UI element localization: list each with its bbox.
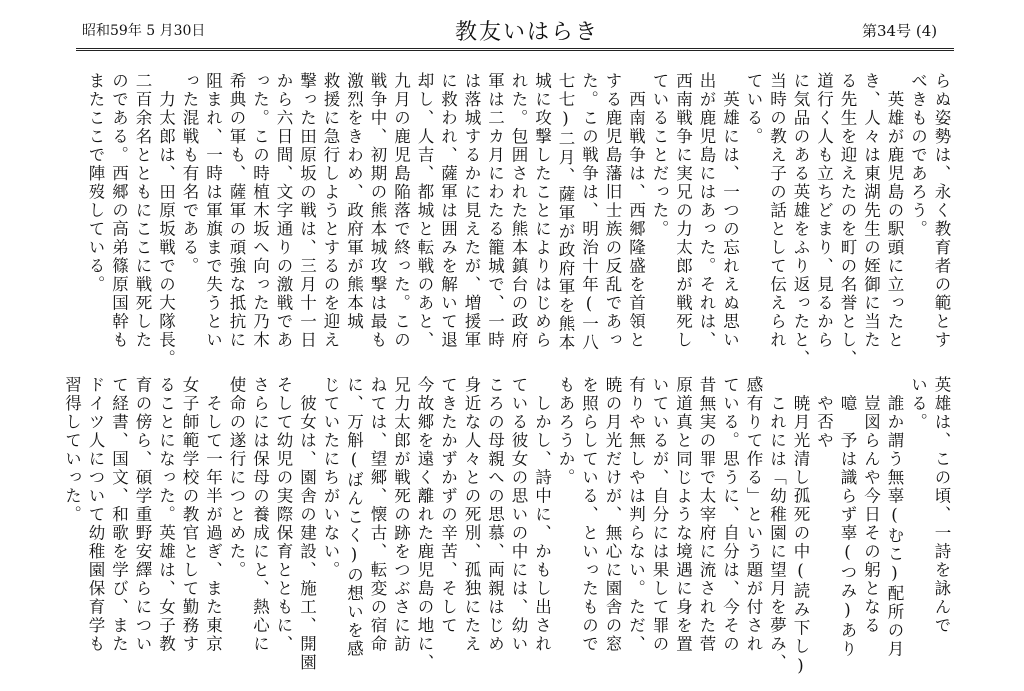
text-column: 習得していった。 [62, 376, 82, 524]
text-column: 英雄は、この頃、一詩を詠んで [932, 376, 951, 635]
text-column: 誰か謂う無辜(むこ)配所の月 [885, 376, 904, 659]
text-column: のである。西郷の高弟篠原国幹も [109, 72, 129, 350]
text-column: 暁の月光だけが、無心に園舎の窓 [603, 376, 622, 654]
text-column: 九月の鹿児島陥落で終った。この [391, 72, 411, 350]
text-column: 二百余名とともにここに戦死した [133, 72, 152, 350]
newspaper-title: 教友いはらき [455, 20, 600, 45]
text-column: もあろうか。 [556, 376, 575, 487]
text-column: ている。 [744, 72, 763, 146]
text-column: 軍は二カ月にわたる籠城で、一時 [485, 72, 505, 350]
text-column: 西南戦争に実兄の力太郎が戦死し [673, 72, 693, 350]
text-column: 今故郷を遠く離れた鹿児島の地に、 [415, 376, 434, 672]
text-column: 女子師範学校の教官として勤務す [180, 376, 199, 654]
issue-number: 第34号 (4) [862, 22, 938, 40]
text-column: 激烈をきわめ、政府軍が熊本城 [344, 72, 364, 331]
text-column: そして幼児の実際保育とともに、 [274, 376, 293, 654]
text-column: て経書、国文、和歌を学び、また [109, 376, 129, 654]
text-column: 救援に急行しようとするのを迎え [321, 72, 340, 350]
text-column: 彼女は、園舎の建設、施工、開園 [297, 376, 317, 672]
text-column: から六日間、文字通りの激戦であ [274, 72, 293, 350]
text-column: や否や [814, 376, 834, 450]
text-column: そして一年半が過ぎ、また東京 [203, 376, 223, 654]
text-column: てきたかずかずの辛苦、そして [438, 376, 458, 635]
text-column: に、万斛(ばんこく)の想いを感 [344, 376, 364, 659]
text-column: ころの母親への思慕、両親はじめ [485, 376, 505, 654]
text-column: 道行く人も立ちどまり、見るから [814, 72, 834, 350]
text-column: いているが、自分には果して罪の [650, 376, 669, 654]
text-column: を照らしている、といったもので [579, 376, 599, 654]
text-column: じていたにちがいない。 [321, 376, 340, 580]
text-column: 城に攻撃したことによりはじめら [532, 72, 552, 350]
text-column: ねては、望郷、懐古、転変の宿命 [368, 376, 387, 654]
text-column: った。この時植木坂へ向った乃木 [250, 72, 270, 350]
text-column: 昔無実の罪で太宰府に流された菅 [697, 376, 716, 654]
text-column: 七七)二月、薩軍が政府軍を熊本 [556, 72, 575, 352]
text-column: 戦争中、初期の熊本城攻撃は最も [368, 72, 387, 350]
text-column: 西南戦争は、西郷隆盛を首領と [626, 72, 646, 350]
text-column: 豈図らんや今日その躬となる [861, 376, 881, 635]
text-column: ていることだった。 [650, 72, 669, 239]
text-column: 育の傍ら、碩学重野安繹らについ [133, 376, 152, 654]
text-column: る先生を迎えたのを町の名誉とし、 [838, 72, 857, 368]
text-column: さらには保母の養成にと、熱心に [250, 376, 270, 654]
text-column: べきものであろう。 [908, 72, 928, 239]
text-column: 噫 予は識らず辜(つみ)あり [838, 376, 857, 659]
text-column: き、人々は東湖先生の姪御に当た [861, 72, 881, 350]
text-column: 英雄には、一つの忘れえぬ思い [720, 72, 740, 350]
text-column: 出が鹿児島にはあった。それは、 [697, 72, 716, 350]
text-column: これには「幼稚園に望月を夢み、 [767, 376, 787, 672]
text-column: った混戦も有名である。 [180, 72, 199, 276]
text-column: 阻まれ、一時は軍旗まで失うとい [203, 72, 223, 350]
text-column: する鹿児島藩旧士族の反乱であっ [603, 72, 622, 350]
text-column: 英雄が鹿児島の駅頭に立ったと [885, 72, 904, 350]
text-column: ドイツ人について幼稚園保育学も [86, 376, 105, 654]
text-column: 感有りて作る」という題が付され [744, 376, 763, 654]
text-column: に救われ、薩軍は囲みを解いて退 [438, 72, 458, 350]
text-column: 原道真と同じような境遇に身を置 [673, 376, 693, 654]
text-column: 当時の教え子の話として伝えられ [767, 72, 787, 350]
header-rule [76, 48, 954, 51]
text-column: 希典の軍も、薩軍の頑強な抵抗に [227, 72, 246, 350]
text-column: た。この戦争は、明治十年(一八 [579, 72, 599, 352]
text-column: しかし、詩中に、かもし出され [532, 376, 552, 654]
text-column: いる。 [908, 376, 928, 432]
text-column: 身近な人々との死別、孤独にたえ [462, 376, 481, 654]
publication-date: 昭和59年 5 月30日 [82, 23, 206, 39]
article-upper-block [0, 72, 1024, 368]
text-column: またここで陣歿している。 [86, 72, 105, 294]
text-column: 使命の遂行につとめた。 [227, 376, 246, 580]
text-column: れた。包囲された熊本鎮台の政府 [509, 72, 528, 350]
article-lower-block [0, 376, 1024, 676]
text-column: 兄力太郎が戦死の跡をつぶさに訪 [391, 376, 411, 654]
text-column: 却し、人吉、都城と転戦のあと、 [415, 72, 434, 350]
text-column: は落城するかに見えたが、増援軍 [462, 72, 481, 350]
text-column: ることになった。英雄は、女子教 [156, 376, 176, 654]
text-column: 有りや無しやは判らない。ただ、 [626, 376, 646, 654]
text-column: に気品のある英雄をふり返ったと、 [791, 72, 810, 368]
text-column: 力太郎は、田原坂戦での大隊長。 [156, 72, 176, 368]
text-column: 暁月光清し孤死の中(読み下し) [791, 376, 810, 677]
text-column: らぬ姿勢は、永く教育者の範とす [932, 72, 951, 350]
text-column: ている。思うに、自分は、今その [720, 376, 740, 654]
text-column: 撃った田原坂の戦は、三月十一日 [297, 72, 317, 350]
text-column: ている彼女の思いの中には、幼い [509, 376, 528, 654]
